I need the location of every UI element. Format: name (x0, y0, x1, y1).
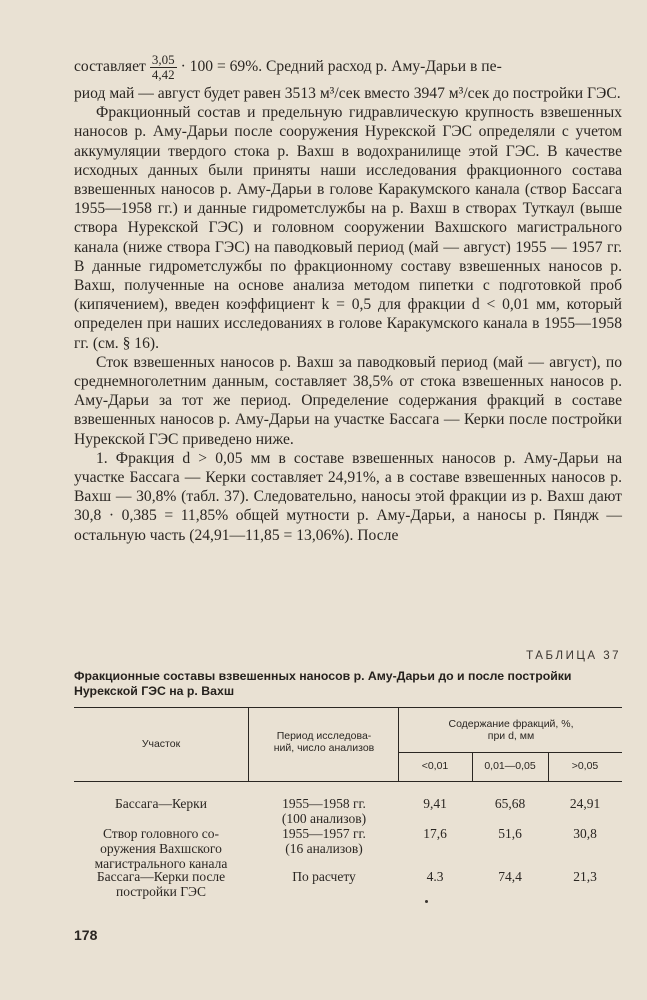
table-caption: Фракционные составы взвешенных наносов р. Аму-Дарьи до и после постройки Нурекской ГЭС на р. Вахш (74, 669, 572, 698)
table-row-3-period: По расчету (292, 869, 356, 884)
header-fraction-1: <0,01 (421, 760, 449, 772)
formula-prefix: составляет (74, 58, 146, 76)
header-fraction-2: 0,01—0,05 (484, 760, 536, 772)
table-divider-1 (248, 707, 249, 781)
fraction (150, 53, 177, 82)
table-row-2-v1: 17,6 (423, 826, 447, 841)
header-period: Период исследова- ний, число анализов (273, 730, 375, 754)
table-row-3-v1: 4.3 (426, 869, 444, 884)
paragraph-2: Фракционный состав и предельную гидравлическую крупность взвешенных наносов р. Аму-Дарьи после сооружения Нурекской ГЭС определяли с учетом аккумуляции твердого стока р. Вахш в водохранилище этой ГЭС. В качестве исходных данных были приняты наши исследования фракционного состава взвешенных наносов р. Аму-Дарьи в голове Каракумского канала (створ Бассага 1955—1958 гг.) и данные гидрометслужбы на р. Вахш в створах Туткаул (выше створа Нурекской ГЭС) и головном сооружении Вахшского магистрального канала (ниже створа ГЭС) на паводковый период (май — август) 1955 — 1957 гг. В данные гидрометслужбы по фракционному составу взвешенных наносов р. Вахш, полученные на основе анализа методом пипетки с подготовкой проб (кипячением), введен коэффициент k = 0,5 для фракции d < 0,01 мм, который определен при наших исследованиях в голове Каракумского канала в 1955—1958 гг. (см. § 16). (74, 104, 622, 352)
header-content: Содержание фракций, %, при d, мм (448, 718, 574, 742)
table-row-3-v2: 74,4 (498, 869, 522, 884)
table-row-2-period: 1955—1957 гг. (16 анализов) (282, 826, 366, 856)
fraction-numerator: 3,05 (151, 51, 175, 67)
header-site: Участок (141, 738, 181, 750)
table-row-1-v3: 24,91 (569, 796, 601, 811)
table-row-3-v3: 21,3 (573, 869, 597, 884)
table-row-1-v2: 65,68 (494, 796, 526, 811)
body-text (74, 50, 622, 545)
table-subheader-rule (398, 752, 622, 753)
page-number: 178 (74, 927, 98, 943)
paragraph-3: Сток взвешенных наносов р. Вахш за паводковый период (май — август), по среднемноголетним данным, составляет 38,5% от стока взвешенных наносов р. Аму-Дарьи за тот же период. Определение содержания фракций в составе взвешенных наносов р. Аму-Дарьи на участке Бассага — Керки после постройки Нурекской ГЭС приведено ниже. (74, 353, 622, 448)
table-row-1-period: 1955—1958 гг. (100 анализов) (281, 796, 367, 826)
table-header-bottom-rule (74, 781, 622, 782)
table-row-2-v2: 51,6 (498, 826, 522, 841)
table-row-1-site: Бассага—Керки (115, 796, 207, 811)
paragraph-4: 1. Фракция d > 0,05 мм в составе взвешенных наносов р. Аму-Дарьи на участке Бассага — Керки составляет 24,91%, а в составе взвешенных наносов р. Вахш — 30,8% (табл. 37). Следовательно, наносы этой фракции из р. Вахш дают 30,8 · 0,385 = 11,85% общей мутности р. Аму-Дарьи, а наносы р. Пяндж — остальную часть (24,91—11,85 = 13,06%). После (74, 449, 622, 544)
table-row-1-v1: 9,41 (423, 796, 447, 811)
table-row-2-v3: 30,8 (573, 826, 597, 841)
paragraph-1-rest: риод май — август будет равен 3513 м³/сек вместо 3947 м³/сек до постройки ГЭС. (74, 85, 621, 102)
table-label: ТАБЛИЦА 37 (526, 650, 621, 662)
table-top-rule (74, 707, 622, 708)
paragraph-1-first-line (74, 50, 622, 84)
fraction-denominator: 4,42 (151, 66, 175, 82)
formula-suffix: · 100 = 69%. Средний расход р. Аму-Дарьи в пе- (180, 58, 502, 76)
table-row-3-site: Бассага—Керки после постройки ГЭС (96, 869, 226, 899)
header-fraction-3: >0,05 (571, 760, 599, 772)
print-speck (425, 900, 428, 903)
table-row-2-site: Створ головного со- оружения Вахшского магистрального канала (94, 826, 228, 871)
